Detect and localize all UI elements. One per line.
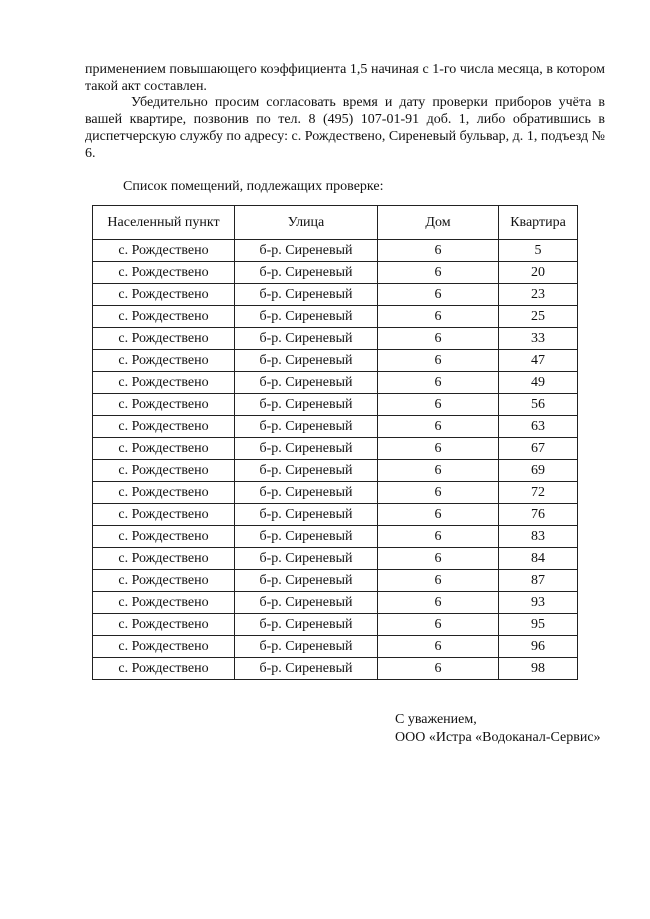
table-row — [93, 262, 578, 284]
cell-apartment: 25 — [499, 306, 578, 328]
cell-street: б-р. Сиреневый — [235, 658, 378, 680]
cell-apartment: 98 — [499, 658, 578, 680]
table-header-row — [93, 206, 578, 240]
table-row — [93, 592, 578, 614]
cell-street: б-р. Сиреневый — [235, 482, 378, 504]
table-row — [93, 614, 578, 636]
cell-house: 6 — [378, 658, 499, 680]
cell-street: б-р. Сиреневый — [235, 328, 378, 350]
cell-settlement: с. Рождествено — [93, 438, 235, 460]
table-row — [93, 548, 578, 570]
closing-text: С уважением, — [395, 712, 477, 727]
cell-street: б-р. Сиреневый — [235, 350, 378, 372]
cell-settlement: с. Рождествено — [93, 394, 235, 416]
signature-block — [395, 711, 601, 747]
table-row — [93, 394, 578, 416]
cell-apartment: 83 — [499, 526, 578, 548]
cell-street: б-р. Сиреневый — [235, 284, 378, 306]
cell-street: б-р. Сиреневый — [235, 372, 378, 394]
table-row — [93, 460, 578, 482]
cell-apartment: 63 — [499, 416, 578, 438]
cell-house: 6 — [378, 372, 499, 394]
cell-house: 6 — [378, 394, 499, 416]
cell-settlement: с. Рождествено — [93, 526, 235, 548]
cell-street: б-р. Сиреневый — [235, 262, 378, 284]
cell-house: 6 — [378, 284, 499, 306]
cell-house: 6 — [378, 306, 499, 328]
cell-house: 6 — [378, 328, 499, 350]
cell-street: б-р. Сиреневый — [235, 460, 378, 482]
cell-house: 6 — [378, 482, 499, 504]
cell-apartment: 5 — [499, 240, 578, 262]
table-row — [93, 240, 578, 262]
cell-house: 6 — [378, 636, 499, 658]
header-apartment: Квартира — [499, 206, 578, 240]
cell-street: б-р. Сиреневый — [235, 592, 378, 614]
cell-street: б-р. Сиреневый — [235, 526, 378, 548]
table-row — [93, 570, 578, 592]
cell-settlement: с. Рождествено — [93, 240, 235, 262]
table-row — [93, 416, 578, 438]
cell-apartment: 67 — [499, 438, 578, 460]
cell-house: 6 — [378, 592, 499, 614]
cell-house: 6 — [378, 240, 499, 262]
cell-house: 6 — [378, 416, 499, 438]
cell-apartment: 93 — [499, 592, 578, 614]
cell-apartment: 76 — [499, 504, 578, 526]
cell-street: б-р. Сиреневый — [235, 504, 378, 526]
company-name: ООО «Истра «Водоканал-Сервис» — [395, 730, 601, 745]
cell-apartment: 49 — [499, 372, 578, 394]
cell-street: б-р. Сиреневый — [235, 240, 378, 262]
intro-paragraph-1: применением повышающего коэффициента 1,5 начиная с 1-го числа месяца, в котором такой акт составлен. — [85, 62, 605, 94]
table-row — [93, 438, 578, 460]
header-street: Улица — [235, 206, 378, 240]
cell-settlement: с. Рождествено — [93, 284, 235, 306]
cell-house: 6 — [378, 438, 499, 460]
cell-settlement: с. Рождествено — [93, 372, 235, 394]
cell-settlement: с. Рождествено — [93, 262, 235, 284]
cell-settlement: с. Рождествено — [93, 504, 235, 526]
cell-apartment: 20 — [499, 262, 578, 284]
table-row — [93, 284, 578, 306]
cell-apartment: 23 — [499, 284, 578, 306]
cell-house: 6 — [378, 350, 499, 372]
cell-street: б-р. Сиреневый — [235, 636, 378, 658]
cell-street: б-р. Сиреневый — [235, 614, 378, 636]
table-row — [93, 504, 578, 526]
intro-paragraph-2: Убедительно просим согласовать время и дату проверки приборов учёта в вашей квартире, позвонив по тел. 8 (495) 107-01-91 доб. 1, либо обратившись в диспетчерскую службу по адресу: с. Рождествено, Сиреневый бульвар, д. 1, подъезд № 6. — [85, 95, 605, 161]
cell-settlement: с. Рождествено — [93, 482, 235, 504]
table-row — [93, 658, 578, 680]
table-row — [93, 350, 578, 372]
cell-house: 6 — [378, 460, 499, 482]
cell-settlement: с. Рождествено — [93, 592, 235, 614]
cell-house: 6 — [378, 570, 499, 592]
cell-apartment: 96 — [499, 636, 578, 658]
table-row — [93, 306, 578, 328]
cell-street: б-р. Сиреневый — [235, 306, 378, 328]
cell-apartment: 56 — [499, 394, 578, 416]
cell-house: 6 — [378, 262, 499, 284]
cell-house: 6 — [378, 548, 499, 570]
cell-settlement: с. Рождествено — [93, 570, 235, 592]
cell-house: 6 — [378, 504, 499, 526]
cell-settlement: с. Рождествено — [93, 658, 235, 680]
cell-street: б-р. Сиреневый — [235, 416, 378, 438]
cell-settlement: с. Рождествено — [93, 636, 235, 658]
cell-settlement: с. Рождествено — [93, 350, 235, 372]
cell-apartment: 47 — [499, 350, 578, 372]
cell-street: б-р. Сиреневый — [235, 570, 378, 592]
cell-settlement: с. Рождествено — [93, 328, 235, 350]
header-settlement: Населенный пункт — [93, 206, 235, 240]
table-row — [93, 328, 578, 350]
cell-apartment: 95 — [499, 614, 578, 636]
cell-street: б-р. Сиреневый — [235, 548, 378, 570]
cell-street: б-р. Сиреневый — [235, 394, 378, 416]
table-row — [93, 482, 578, 504]
list-title: Список помещений, подлежащих проверке: — [123, 179, 384, 194]
cell-settlement: с. Рождествено — [93, 548, 235, 570]
cell-apartment: 33 — [499, 328, 578, 350]
table-row — [93, 636, 578, 658]
cell-apartment: 69 — [499, 460, 578, 482]
cell-apartment: 87 — [499, 570, 578, 592]
cell-house: 6 — [378, 614, 499, 636]
rooms-table — [92, 205, 578, 680]
table-row — [93, 526, 578, 548]
cell-settlement: с. Рождествено — [93, 614, 235, 636]
cell-settlement: с. Рождествено — [93, 416, 235, 438]
cell-house: 6 — [378, 526, 499, 548]
cell-settlement: с. Рождествено — [93, 306, 235, 328]
table-body — [93, 240, 578, 680]
cell-apartment: 72 — [499, 482, 578, 504]
cell-settlement: с. Рождествено — [93, 460, 235, 482]
table-row — [93, 372, 578, 394]
cell-apartment: 84 — [499, 548, 578, 570]
header-house: Дом — [378, 206, 499, 240]
cell-street: б-р. Сиреневый — [235, 438, 378, 460]
